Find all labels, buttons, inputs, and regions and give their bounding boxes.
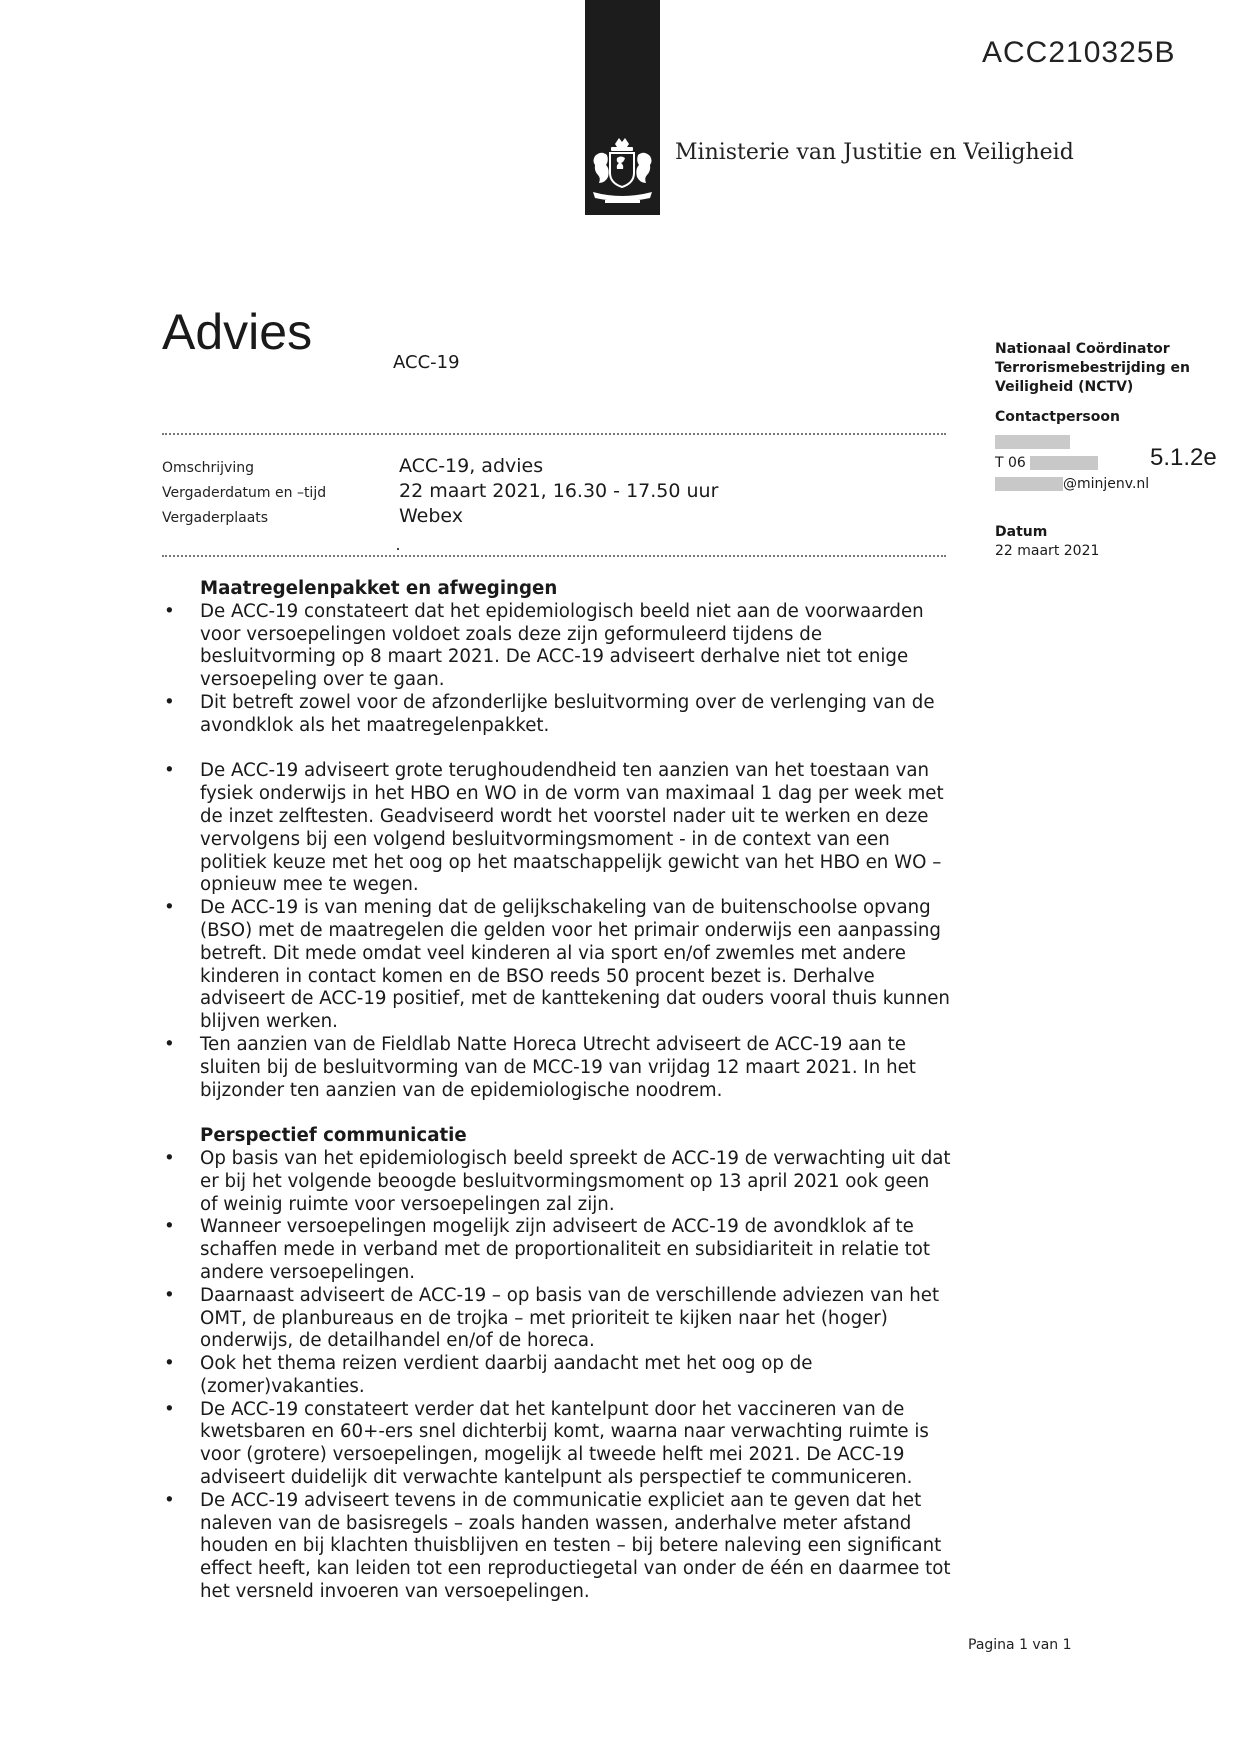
redacted-phone <box>1030 456 1098 470</box>
meta-label: Omschrijving <box>162 460 254 476</box>
phone-prefix: T 06 <box>995 455 1026 471</box>
advice-list <box>162 1148 952 1604</box>
divider-top <box>162 433 946 435</box>
email-suffix: @minjenv.nl <box>1063 476 1150 492</box>
list-item: • De ACC-19 is van mening dat de gelijkschakeling van de buitenschoolse opvang (BSO) met de maatregelen die gelden voor het primair onderwijs een aanpassing betreft. Dit mede omdat veel kinderen al via sport en/of zwemles met andere kinderen in contact komen en de BSO reeds 50 procent bezet is. Derhalve adviseert de ACC-19 positief, met de kanttekening dat ouders vooral thuis kunnen blijven werken. <box>162 897 952 1034</box>
meta-row-description <box>162 455 942 479</box>
page-title: Advies <box>162 304 313 360</box>
meta-row-meeting-date <box>162 480 942 504</box>
government-logo <box>585 0 660 215</box>
sidebar-phone <box>995 455 1098 471</box>
rijkswapen-emblem-icon <box>589 136 656 208</box>
list-item: • Daarnaast adviseert de ACC-19 – op basis van de verschillende adviezen van het OMT, de planbureaus en de trojka – met prioriteit te kijken naar het (hoger) onderwijs, de detailhandel en/of de horeca. <box>162 1285 952 1353</box>
list-item: • Ten aanzien van de Fieldlab Natte Horeca Utrecht adviseert de ACC-19 aan te sluiten bij de besluitvorming van de MCC-19 van vrijdag 12 maart 2021. In het bijzonder ten aanzien van de epidemiologische noodrem. <box>162 1034 952 1102</box>
list-item: • De ACC-19 adviseert tevens in de communicatie expliciet aan te geven dat het naleven van de basisregels – zoals handen wassen, anderhalve meter afstand houden en bij klachten thuisblijven en testen – bij betere naleving een significant effect heeft, kan leiden tot een reproductiegetal van onder de één en daarmee tot het versneld invoeren van versoepelingen. <box>162 1490 952 1604</box>
list-item: • De ACC-19 constateert dat het epidemiologisch beeld niet aan de voorwaarden voor versoepelingen voldoet zoals deze zijn geformuleerd tijdens de besluitvorming op 8 maart 2021. De ACC-19 adviseert derhalve niet tot enige versoepeling over te gaan. <box>162 601 952 692</box>
redacted-email <box>995 477 1063 491</box>
list-item: • Dit betreft zowel voor de afzonderlijke besluitvorming over de verlenging van de avondklok als het maatregelenpakket. <box>162 692 952 738</box>
redaction-code: 5.1.2e <box>1150 444 1217 471</box>
advice-body <box>162 578 952 1604</box>
sidebar-email <box>995 476 1149 492</box>
list-item: • Ook het thema reizen verdient daarbij aandacht met het oog op de (zomer)vakanties. <box>162 1353 952 1399</box>
list-item: • Op basis van het epidemiologisch beeld spreekt de ACC-19 de verwachting uit dat er bij het volgende beoogde besluitvormingsmoment op 13 april 2021 ook geen of weinig ruimte voor versoepelingen zal zijn. <box>162 1148 952 1216</box>
page-subtitle: ACC-19 <box>393 352 460 373</box>
section-heading: Perspectief communicatie <box>200 1125 467 1147</box>
advice-list <box>162 601 952 738</box>
advice-list <box>162 760 952 1102</box>
list-item: • De ACC-19 adviseert grote terughoudendheid ten aanzien van het toestaan van fysiek onderwijs in het HBO en WO in de vorm van maximaal 1 dag per week met de inzet zelftesten. Geadviseerd wordt het voorstel nader uit te werken en deze vervolgens bij een volgend besluitvormingsmoment - in de context van een politiek keuze met het oog op het maatschappelijk gewicht van het HBO en WO – opnieuw mee te wegen. <box>162 760 952 897</box>
list-item: • Wanneer versoepelingen mogelijk zijn adviseert de ACC-19 de avondklok af te schaffen mede in verband met de proportionaliteit en subsidiariteit in relatie tot andere versoepelingen. <box>162 1216 952 1284</box>
meta-label: Vergaderdatum en –tijd <box>162 485 327 501</box>
ministry-name: Ministerie van Justitie en Veiligheid <box>675 140 1074 165</box>
section-heading: Maatregelenpakket en afwegingen <box>200 578 558 599</box>
sidebar-date-value: 22 maart 2021 <box>995 543 1100 559</box>
document-code: ACC210325B <box>982 36 1176 69</box>
list-item: • De ACC-19 constateert verder dat het kantelpunt door het vaccineren van de kwetsbaren en 60+-ers snel dichterbij komt, waarna naar verwachting ruimte is voor (grotere) versoepelingen, mogelijk al tweede helft mei 2021. De ACC-19 adviseert duidelijk dit verwachte kantelpunt als perspectief te communiceren. <box>162 1399 952 1490</box>
redacted-contact-name <box>995 435 1070 449</box>
divider-bottom <box>162 555 946 557</box>
meta-value: Webex <box>399 505 464 527</box>
meta-value: 22 maart 2021, 16.30 - 17.50 uur <box>399 480 719 502</box>
sidebar-colophon <box>995 340 1235 559</box>
page-number: Pagina 1 van 1 <box>968 1637 1072 1653</box>
sidebar-organisation: Nationaal Coördinator Terrorismebestrijding en Veiligheid (NCTV) <box>995 341 1190 395</box>
meta-value: ACC-19, advies <box>399 455 544 477</box>
sidebar-date-heading: Datum <box>995 524 1048 540</box>
divider-dot <box>397 548 399 550</box>
meta-label: Vergaderplaats <box>162 510 269 526</box>
meta-row-meeting-place <box>162 505 942 529</box>
sidebar-contact-heading: Contactpersoon <box>995 409 1120 425</box>
